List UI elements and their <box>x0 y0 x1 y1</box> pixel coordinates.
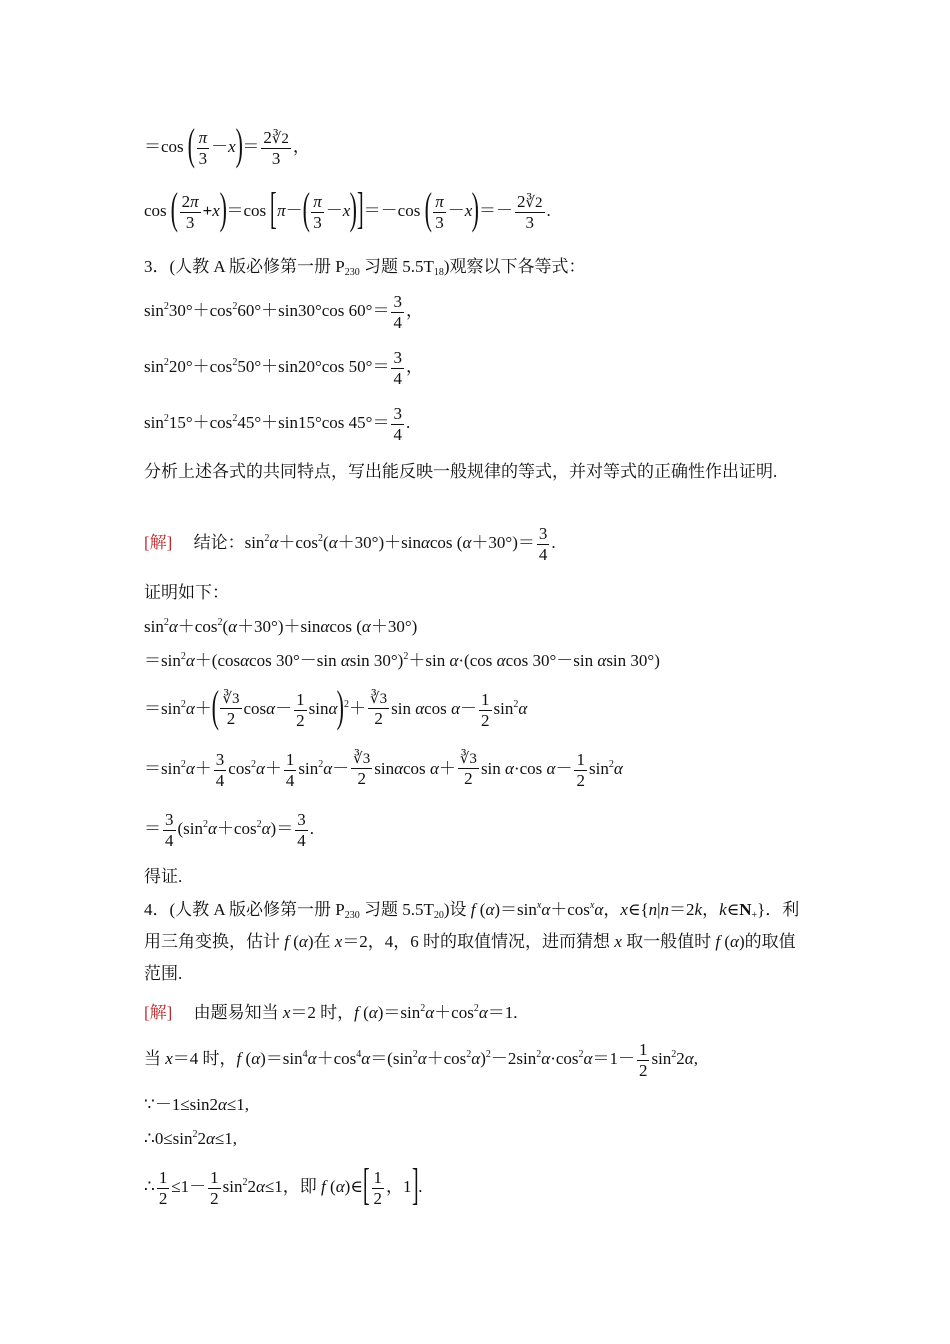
q4-solution-2: 当 x＝4 时，f $(\alpha)=\sin^4\alpha+\cos^4\alpha=(\sin^2\alpha+\cos^2\alpha)^2-2\sin^2\alpha\cdot\cos^2\alpha=1-$ $\frac{1}{2}$ $\sin^22\alpha$, <box>144 1040 698 1080</box>
q4-solution-4: $\therefore 0\le\sin^22\alpha\le 1$, <box>144 1129 238 1148</box>
solution-tag: [解] <box>144 532 173 552</box>
q3-task: 分析上述各式的共同特点，写出能反映一般规律的等式，并对等式的正确性作出证明. <box>144 462 778 481</box>
q4-solution-1: [解] 由题易知当 x＝2 时，f $(\alpha)=\sin^2\alpha+\cos^2\alpha=1$. <box>144 1003 518 1022</box>
proof-line-5: ＝ $\frac{3}{4}$ $(\sin^2\alpha+\cos^2\alpha)=$ $\frac{3}{4}$ . <box>144 810 314 850</box>
q3-equation-3: $\sin^215^\circ+\cos^245^\circ+\sin 15^\circ\cos$ 45°＝ $\frac{3}{4}$ . <box>144 404 411 444</box>
q3-conclusion: [解] 结论：$\sin^2\alpha+\cos^2(\alpha+30^\circ)+\sin\alpha\cos$ (α＋30°)＝ $\frac{3}{4}$ . <box>144 524 556 564</box>
proof-head: 证明如下： <box>144 583 229 602</box>
proof-line-3: $=\sin^2\alpha+$( $\frac{∛3}{2}$ cosα－ $\frac{1}{2}$ sinα)$^2$＋ $\frac{∛3}{2}$ sin αcos α－ $\frac{1}{2}$ $\sin^2\alpha$ <box>144 682 528 731</box>
proof-done: 得证. <box>144 867 183 886</box>
proof-line-4: $=\sin^2\alpha+$ $\frac{3}{4}$ $\cos^2\alpha+$ $\frac{1}{4}$ $\sin^2\alpha-$ $\frac{∛3}{2}$ sinαcos α＋ $\frac{∛3}{2}$ sin α·cos α－ $\frac{1}{2}$ $\sin^2\alpha$ <box>144 750 623 790</box>
q4-solution-3: ∵－1≤sin2α≤1, <box>144 1095 250 1114</box>
equation-line-2: cos ( $\frac{2\pi}{3}$ +x)＝cos [π－( $\frac{\pi}{3}$ －x)]＝－cos ( $\frac{\pi}{3}$ －x)＝－ $\frac{2∛2}{3}$ . <box>144 184 551 233</box>
equation-line-1: ＝cos ( $\frac{\pi}{3}$ －x)＝ $\frac{2∛2}{3}$ ， <box>144 120 310 169</box>
q4-solution-5: ∴ $\frac{1}{2}$ ≤1－ $\frac{1}{2}$ $\sin^22\alpha\le 1$，即 f (α)∈[ $\frac{1}{2}$ ，1]. <box>144 1160 423 1209</box>
question-4: 4．(人教 A 版必修第一册 $P_{230}$ 习题 $5.5T_{20}$)设 f $(\alpha)=\sin^x\alpha+\cos^x\alpha$，x∈{n|n＝2k，$k\in N_+$}．利用三角变换，估计 f (α)在 x＝2，4，6 时的取值情况，进而猜想 x 取一般值时 f (α)的取值范围. <box>144 900 800 983</box>
solution-tag-2: [解] <box>144 1003 173 1022</box>
q3-equation-2: $\sin^220^\circ+\cos^250^\circ+\sin 20^\circ\cos$ 50°＝ $\frac{3}{4}$ ， <box>144 348 423 388</box>
q3-equation-1: $\sin^230^\circ+\cos^260^\circ+\sin 30^\circ\cos$ 60°＝ $\frac{3}{4}$ ， <box>144 292 423 332</box>
question-3-header: 3．(人教 A 版必修第一册 $P_{230}$ 习题 $5.5T_{18}$)观察以下各等式： <box>144 257 586 278</box>
proof-line-1: $\sin^2\alpha+\cos^2(\alpha+30^\circ)+\sin\alpha\cos$ (α＋30°) <box>144 617 418 636</box>
proof-line-2: $=\sin^2\alpha+(\cos\alpha\cos$ 30°－sin αsin 30°)$^2$＋sin α·(cos αcos 30°－sin αsin 30°) <box>144 651 660 670</box>
